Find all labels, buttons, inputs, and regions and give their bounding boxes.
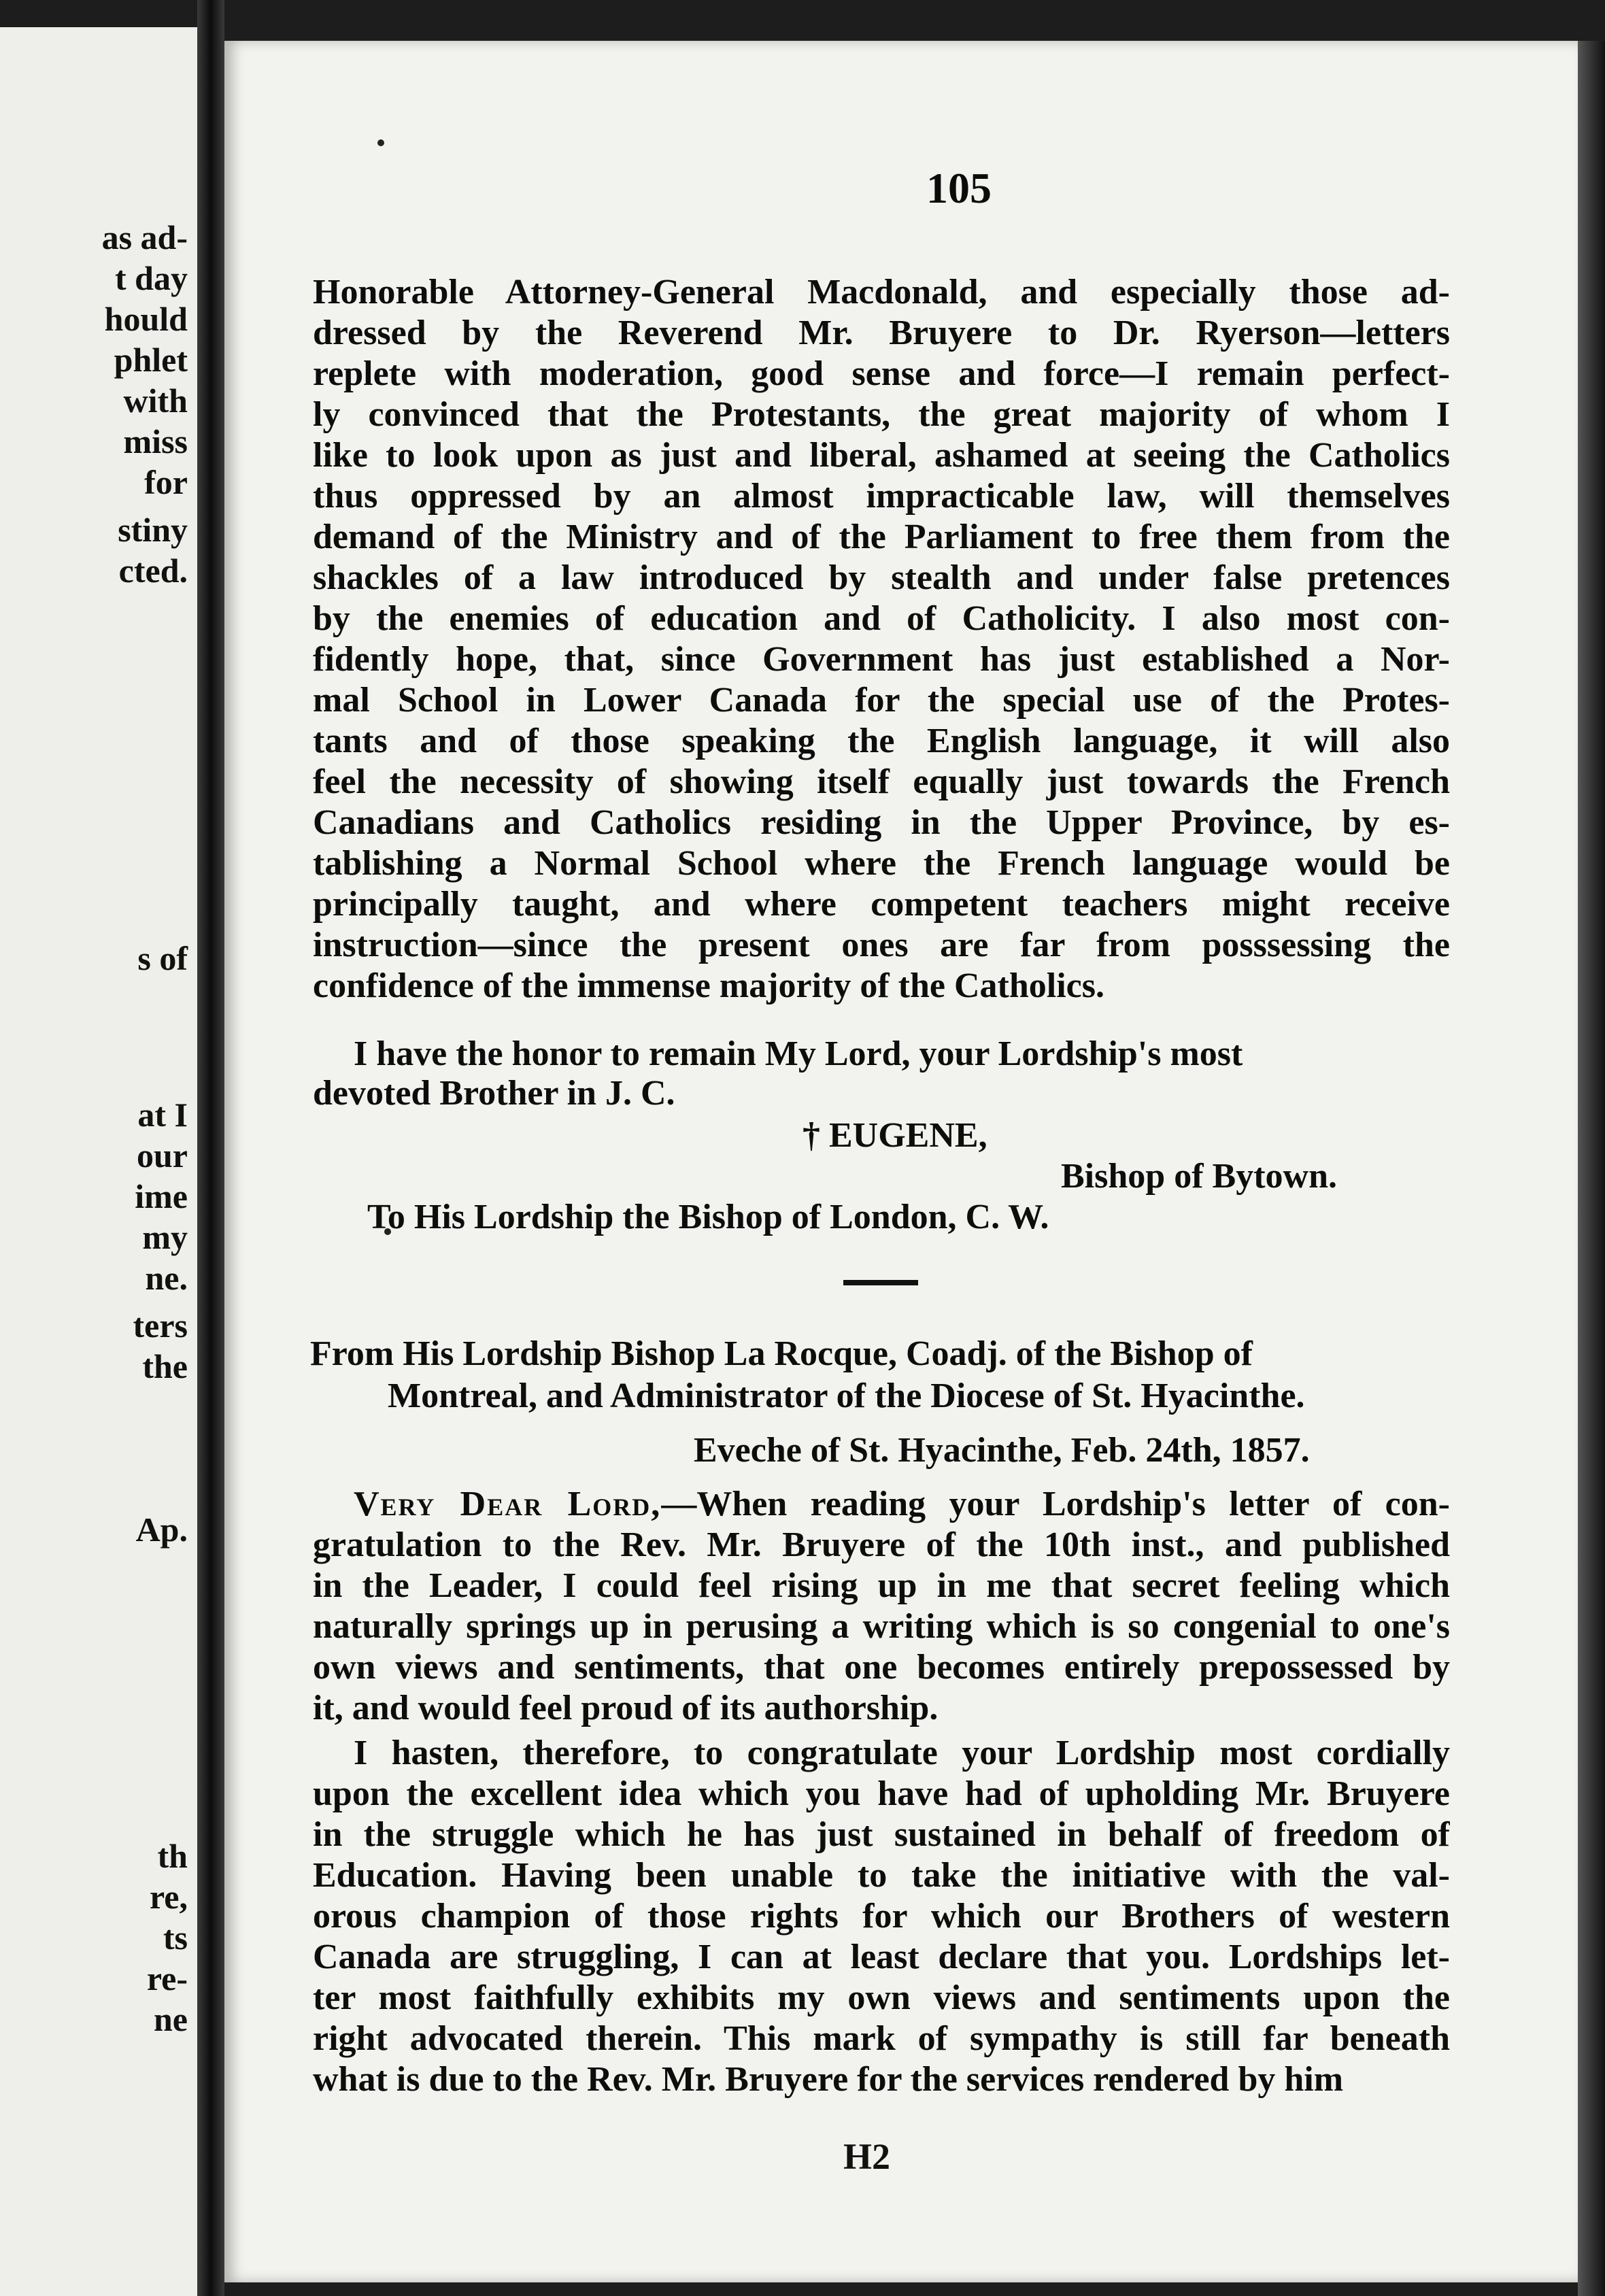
letter-heading-line-1: From His Lordship Bishop La Rocque, Coadj. of the Bishop of [310, 1334, 1253, 1373]
left-page-fragment: the [142, 1347, 188, 1385]
text-line: tablishing a Normal School where the French language would be [313, 844, 1450, 883]
text-line: mal School in Lower Canada for the special use of the Protes- [313, 681, 1450, 720]
left-page-fragment: th [157, 1837, 188, 1875]
left-page-fragment: phlet [114, 341, 188, 379]
text-line: principally taught, and where competent teachers might receive [313, 885, 1450, 924]
text-line: instruction—since the present ones are far from posssessing the [313, 926, 1450, 964]
left-page-fragment: miss [123, 422, 188, 460]
book-gutter [197, 0, 224, 2296]
dateline: Eveche of St. Hyacinthe, Feb. 24th, 1857. [694, 1431, 1310, 1470]
text-line: Canadians and Catholics residing in the Upper Province, by es- [313, 803, 1450, 842]
closing-line: I have the honor to remain My Lord, your Lordship's most [354, 1034, 1243, 1073]
text-line: what is due to the Rev. Mr. Bruyere for the services rendered by him [313, 2060, 1344, 2099]
text-line: in the struggle which he has just sustained in behalf of freedom of [313, 1815, 1450, 1854]
left-facing-page [0, 27, 197, 2296]
signature-mark: H2 [843, 2136, 891, 2177]
left-page-fragment: our [137, 1136, 188, 1175]
salutation: Very Dear Lord, [354, 1485, 662, 1523]
text-line: ly convinced that the Protestants, the great majority of whom I [313, 395, 1450, 434]
left-page-fragment: s of [137, 939, 188, 977]
text-line: thus oppressed by an almost impracticable law, will themselves [313, 477, 1450, 516]
left-page-fragment: re, [150, 1878, 188, 1916]
signature: † EUGENE, [802, 1116, 987, 1155]
text-line: ter most faithfully exhibits my own views and sentiments upon the [313, 1978, 1450, 2017]
letter-paragraph-1 [313, 1484, 1450, 1729]
left-page-fragment: ime [135, 1177, 188, 1215]
page-edge [1578, 41, 1605, 2296]
left-page-fragment: ters [133, 1306, 188, 1345]
text-line: by the enemies of education and of Catholicity. I also most con- [313, 599, 1450, 638]
text-line: Education. Having been unable to take the initiative with the val- [313, 1856, 1450, 1895]
letter-heading-line-2: Montreal, and Administrator of the Diocese of St. Hyacinthe. [388, 1377, 1305, 1415]
section-divider [843, 1280, 918, 1285]
text-line: in the Leader, I could feel rising up in me that secret feeling which [313, 1566, 1450, 1605]
left-page-fragment: stiny [118, 511, 188, 549]
left-page-fragment: ts [163, 1919, 188, 1957]
page-number: 105 [926, 164, 992, 212]
text-line: replete with moderation, good sense and force—I remain perfect- [313, 354, 1450, 393]
text-line: demand of the Ministry and of the Parliament to free them from the [313, 518, 1450, 556]
closing-line-2: devoted Brother in J. C. [313, 1074, 675, 1113]
text-line: right advocated therein. This mark of sympathy is still far beneath [313, 2019, 1450, 2058]
text-line: gratulation to the Rev. Mr. Bruyere of the 10th inst., and published [313, 1525, 1450, 1564]
text-line: confidence of the immense majority of the Catholics. [313, 966, 1104, 1005]
left-page-fragment: t day [115, 259, 188, 297]
left-page-fragment: Ap. [135, 1510, 188, 1549]
text-line: like to look upon as just and liberal, ashamed at seeing the Catholics [313, 436, 1450, 475]
text-line: tants and of those speaking the English language, it will also [313, 722, 1450, 760]
paragraph-continuation [313, 272, 1450, 1007]
left-page-fragment: for [144, 463, 188, 501]
left-page-fragment: hould [104, 300, 188, 338]
left-page-fragment: re- [146, 1959, 188, 1997]
text-line: feel the necessity of showing itself equally just towards the French [313, 762, 1450, 801]
text-line: orous champion of those rights for which our Brothers of western [313, 1897, 1450, 1936]
text-line: shackles of a law introduced by stealth and under false pretences [313, 558, 1450, 597]
text-line: Canada are struggling, I can at least declare that you. Lordships let- [313, 1938, 1450, 1976]
left-page-fragment: ne. [145, 1259, 188, 1297]
letter-paragraph-2 [313, 1733, 1450, 2100]
speck [377, 139, 384, 146]
text-line: naturally springs up in perusing a writing which is so congenial to one's [313, 1607, 1450, 1646]
left-page-fragment: ne [154, 2000, 188, 2038]
text-line: own views and sentiments, that one becomes entirely prepossessed by [313, 1648, 1450, 1687]
left-page-fragment: my [142, 1218, 188, 1256]
salutation-rest: —When reading your Lordship's letter of con- [661, 1485, 1450, 1523]
left-page-fragment: at I [137, 1096, 188, 1134]
salutation-line [313, 1484, 1450, 1525]
text-line: fidently hope, that, since Government has just established a Nor- [313, 640, 1450, 679]
main-page [224, 41, 1578, 2282]
text-line: it, and would feel proud of its authorship. [313, 1689, 939, 1727]
left-page-fragment: as ad- [101, 218, 188, 256]
text-line: upon the excellent idea which you have had of upholding Mr. Bruyere [313, 1774, 1450, 1813]
text-line: dressed by the Reverend Mr. Bruyere to Dr. Ryerson—letters [313, 314, 1450, 352]
signature-title: Bishop of Bytown. [1061, 1157, 1337, 1196]
text-line: I hasten, therefore, to congratulate your Lordship most cordially [354, 1734, 1450, 1772]
addressee: To His Lordship the Bishop of London, C. W. [367, 1198, 1049, 1236]
text-line: Honorable Attorney-General Macdonald, and especially those ad- [313, 273, 1450, 311]
left-page-fragment: with [123, 382, 188, 420]
left-page-fragment: cted. [118, 552, 188, 590]
